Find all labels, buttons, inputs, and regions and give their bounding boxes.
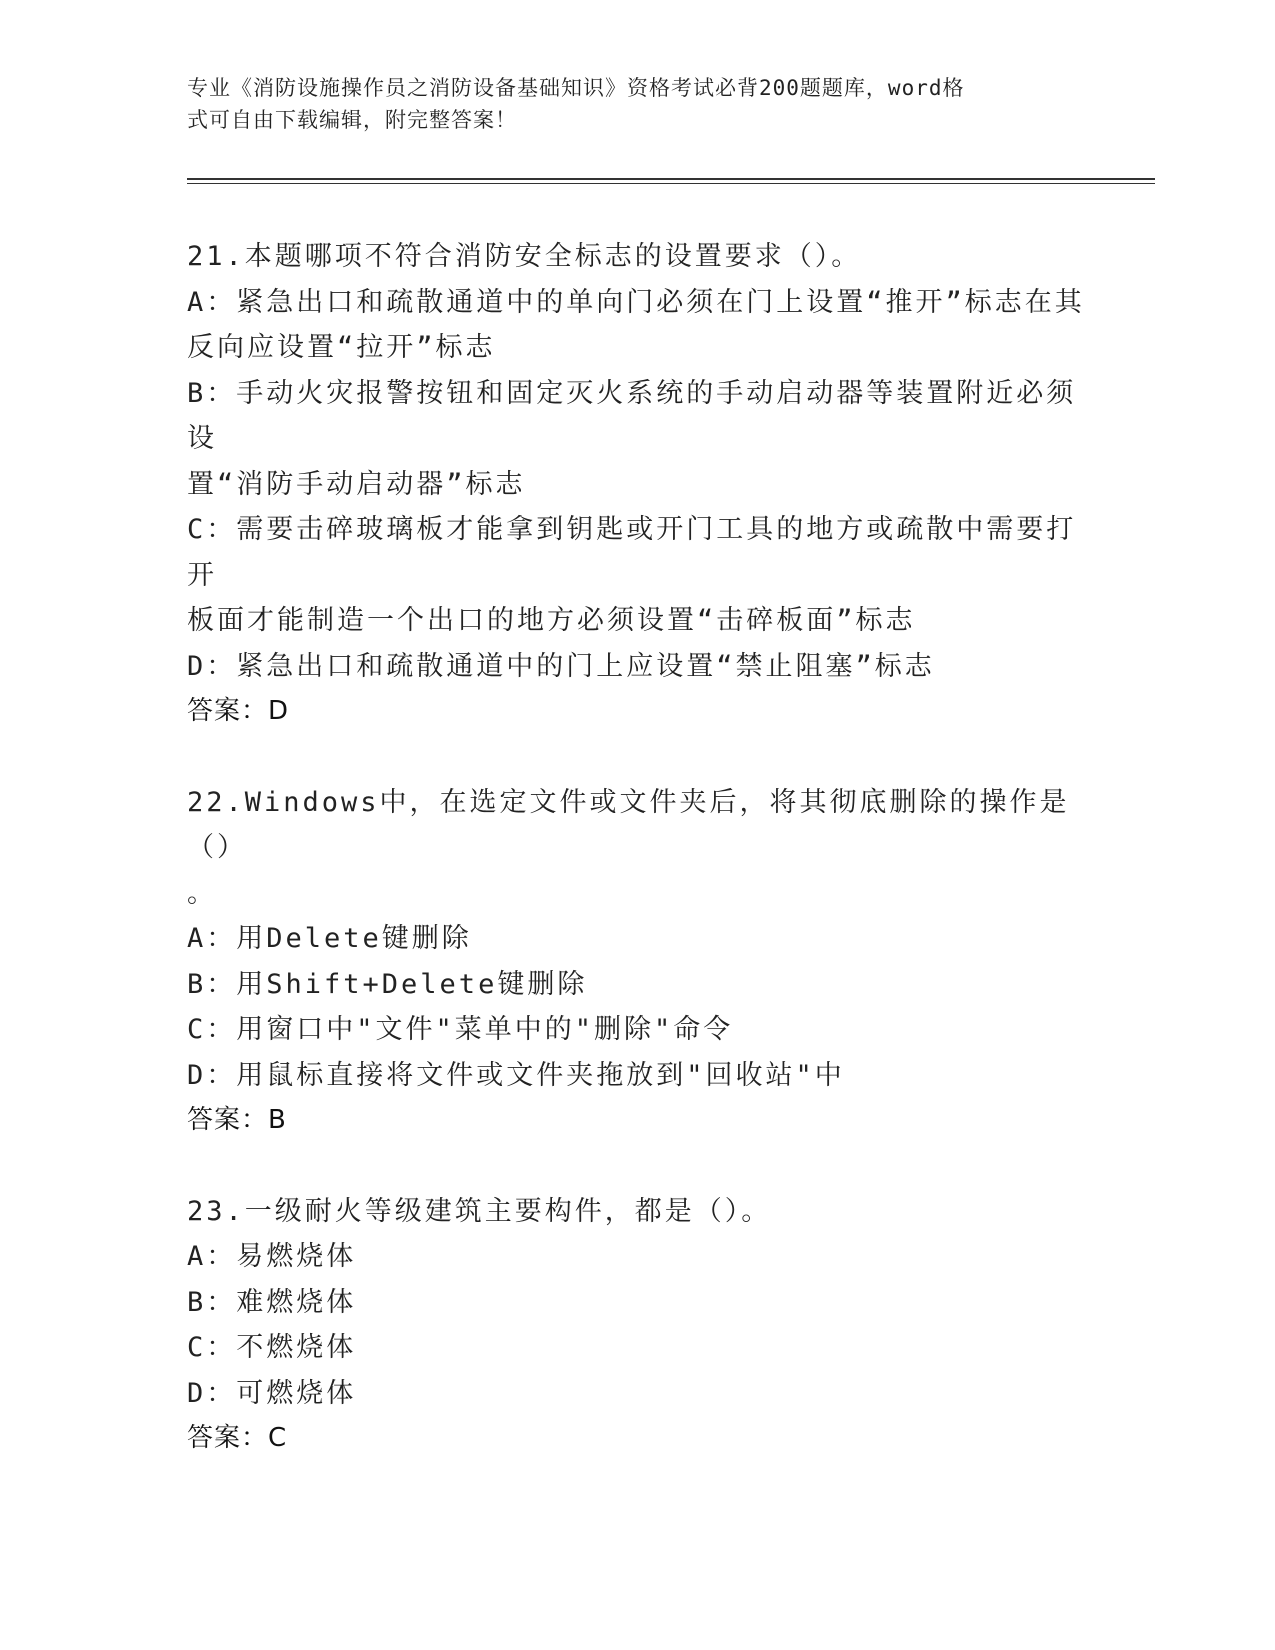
question-stem: 22.Windows中，在选定文件或文件夹后，将其彻底删除的操作是（） [187, 786, 1070, 863]
option-c-continued: 板面才能制造一个出口的地方必须设置“击碎板面”标志 [187, 605, 916, 636]
option-b: B：手动火灾报警按钮和固定灭火系统的手动启动器等装置附近必须设 [187, 377, 1077, 454]
question-stem-continued: 。 [187, 877, 217, 909]
spacer [187, 1144, 1087, 1189]
question-stem: 23.一级耐火等级建筑主要构件，都是（）。 [187, 1195, 772, 1227]
option-a-continued: 反向应设置“拉开”标志 [187, 332, 496, 363]
answer-line: 答案：D [187, 696, 290, 726]
header-divider-thin [187, 183, 1155, 184]
option-b-continued: 置“消防手动启动器”标志 [187, 468, 526, 500]
question-21 [187, 234, 1087, 735]
option-b: B：难燃烧体 [187, 1286, 357, 1318]
question-list [187, 234, 1087, 1462]
option-d: D：紧急出口和疏散通道中的门上应设置“禁止阻塞”标志 [187, 650, 935, 682]
option-a: A：易燃烧体 [187, 1241, 357, 1272]
header-line-2: 式可自由下载编辑，附完整答案！ [187, 108, 517, 132]
answer-line: 答案：C [187, 1423, 288, 1453]
question-23 [187, 1189, 1087, 1462]
option-a: A：紧急出口和疏散通道中的单向门必须在门上设置“推开”标志在其 [187, 286, 1085, 318]
header-line-1: 专业《消防设施操作员之消防设备基础知识》资格考试必背200题题库，word格 [187, 76, 965, 100]
document-header [187, 72, 1067, 136]
option-d: D：可燃烧体 [187, 1377, 357, 1409]
option-a: A：用Delete键删除 [187, 923, 472, 954]
question-22 [187, 780, 1087, 1144]
header-divider [187, 178, 1155, 180]
option-b: B：用Shift+Delete键删除 [187, 968, 588, 1000]
option-d: D：用鼠标直接将文件或文件夹拖放到"回收站"中 [187, 1059, 845, 1091]
option-c: C：需要击碎玻璃板才能拿到钥匙或开门工具的地方或疏散中需要打开 [187, 514, 1077, 591]
question-stem: 21.本题哪项不符合消防安全标志的设置要求（）。 [187, 241, 862, 272]
option-c: C：不燃烧体 [187, 1332, 357, 1363]
answer-line: 答案：B [187, 1105, 287, 1135]
spacer [187, 735, 1087, 780]
option-c: C：用窗口中"文件"菜单中的"删除"命令 [187, 1014, 734, 1045]
